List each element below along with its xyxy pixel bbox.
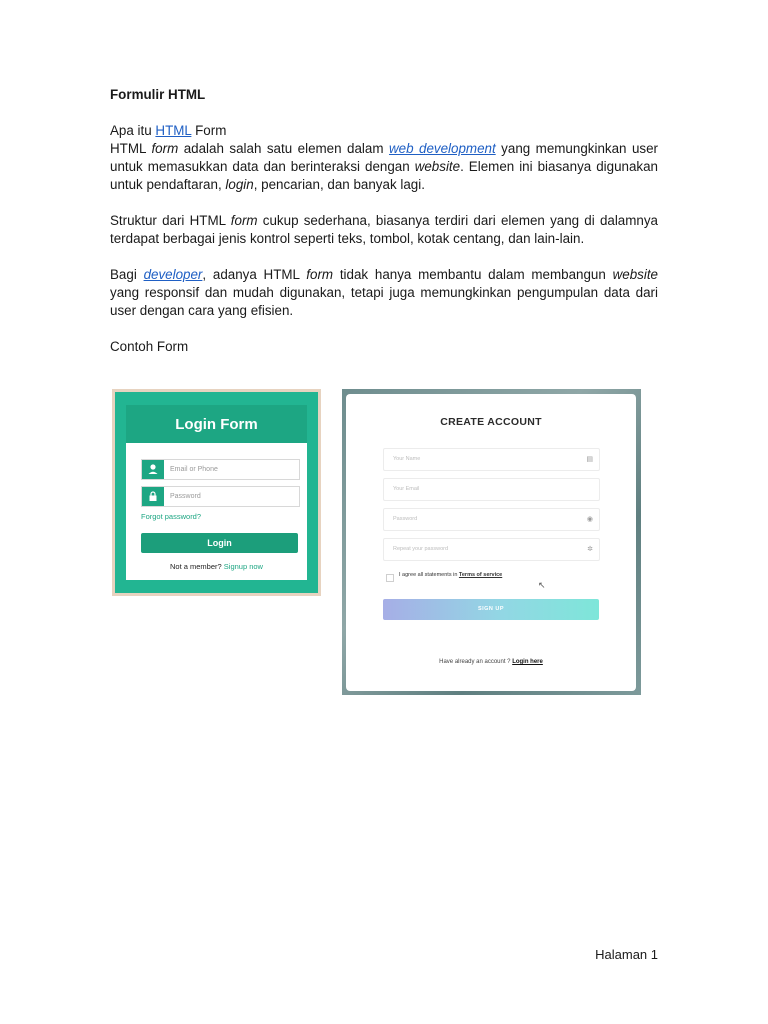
- text: HTML: [110, 141, 152, 156]
- login-form-background: [115, 392, 318, 593]
- terms-link[interactable]: Terms of service: [458, 572, 503, 578]
- password-field[interactable]: [141, 486, 300, 507]
- heading-text: Form: [191, 123, 227, 138]
- html-link[interactable]: HTML: [155, 123, 192, 138]
- text: Struktur dari HTML: [110, 213, 231, 228]
- document-title: Formulir HTML: [110, 87, 206, 102]
- already-text: Have already an account ?: [439, 659, 513, 665]
- email-placeholder: Your Email: [393, 486, 420, 492]
- not-member-text: Not a member?: [170, 562, 224, 571]
- developer-link[interactable]: developer: [143, 267, 203, 282]
- user-icon: [142, 460, 164, 479]
- text: , pencarian, dan banyak lagi.: [253, 177, 425, 192]
- login-button[interactable]: Login: [141, 533, 298, 553]
- email-field[interactable]: [383, 478, 600, 501]
- agree-checkbox[interactable]: [386, 574, 394, 582]
- signup-prompt: [126, 562, 307, 571]
- login-here-link[interactable]: Login here: [512, 659, 543, 665]
- password-placeholder: Password: [393, 516, 418, 522]
- text: Bagi: [110, 267, 144, 282]
- example-heading: Contoh Form: [110, 339, 189, 354]
- email-placeholder: Email or Phone: [170, 466, 218, 473]
- login-form-image: [112, 389, 321, 596]
- paragraph-developer: [110, 266, 658, 320]
- text: . Elemen ini biasanya digunakan untuk pendaftaran,: [110, 159, 659, 192]
- text-italic: form: [151, 141, 179, 156]
- text-italic: login: [225, 177, 254, 192]
- signup-button[interactable]: SIGN UP: [383, 599, 599, 620]
- cursor-icon: ↖: [538, 580, 546, 590]
- paragraph-intro: [110, 140, 658, 194]
- section-heading: [110, 122, 658, 140]
- text-italic: website: [612, 267, 658, 282]
- text-italic: website: [414, 159, 461, 174]
- signup-link[interactable]: Signup now: [223, 562, 263, 571]
- text-italic: form: [230, 213, 258, 228]
- text-italic: form: [306, 267, 334, 282]
- document-body: [110, 86, 658, 356]
- repeat-password-field[interactable]: [383, 538, 600, 561]
- eye-icon[interactable]: ◉: [586, 516, 593, 523]
- text: yang memungkinkan user untuk memasukkan data dan berinteraksi dengan: [110, 141, 659, 174]
- web-development-link[interactable]: web development: [388, 141, 496, 156]
- password-placeholder: Password: [170, 493, 201, 500]
- name-placeholder: Your Name: [393, 456, 421, 462]
- create-account-image: [342, 389, 641, 695]
- gear-icon: ✲: [587, 546, 593, 553]
- text: adalah salah satu elemen dalam: [178, 141, 389, 156]
- page-footer: Halaman 1: [595, 947, 658, 962]
- text: tidak hanya membantu dalam membangun: [333, 267, 613, 282]
- text: , adanya HTML: [202, 267, 307, 282]
- agree-label: [399, 572, 502, 578]
- text: yang responsif dan mudah digunakan, tetapi juga memungkinkan pengumpulan data dari user dengan cara yang efisien.: [110, 285, 658, 318]
- name-field[interactable]: [383, 448, 600, 471]
- create-account-title: CREATE ACCOUNT: [440, 416, 542, 428]
- agree-text: I agree all statements in: [399, 572, 459, 578]
- heading-text: Apa itu: [110, 123, 156, 138]
- login-form-title: Login Form: [126, 405, 307, 443]
- login-card: [126, 405, 307, 580]
- forgot-password-link[interactable]: Forgot password?: [141, 512, 202, 521]
- create-account-card: [346, 394, 636, 691]
- paragraph-structure: [110, 212, 658, 248]
- id-card-icon: ▤: [586, 456, 593, 463]
- password-field[interactable]: [383, 508, 600, 531]
- repeat-password-placeholder: Repeat your password: [393, 546, 449, 552]
- email-field[interactable]: [141, 459, 300, 480]
- text: cukup sederhana, biasanya terdiri dari elemen yang di dalamnya terdapat berbagai jenis kontrol seperti teks, tombol, kotak centang, dan lain-lain.: [110, 213, 658, 246]
- lock-icon: [142, 487, 164, 506]
- already-account-prompt: [346, 659, 636, 665]
